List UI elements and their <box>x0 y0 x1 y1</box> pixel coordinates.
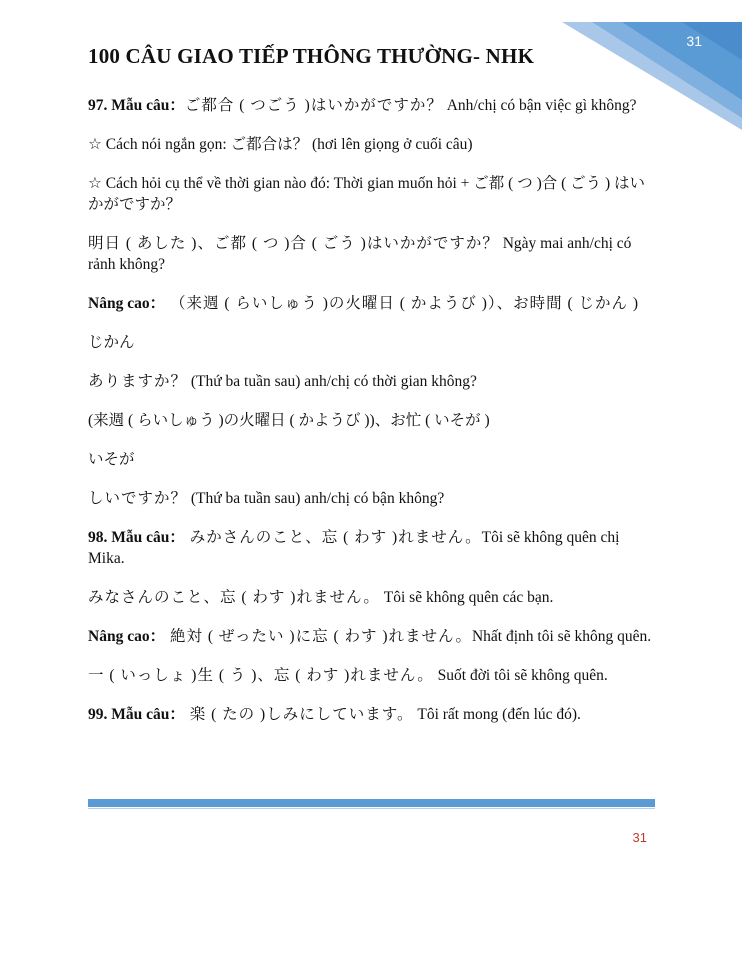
japanese-text: 一 ( いっしょ )生 ( う )、忘 ( わす )れません。 <box>88 667 434 684</box>
advanced-label: Nâng cao： <box>88 295 166 312</box>
example-lifetime <box>88 665 656 686</box>
advanced-97-continued <box>88 371 656 392</box>
vietnamese-text: Tôi rất mong (đến lúc đó). <box>413 706 581 723</box>
example-tomorrow <box>88 233 656 275</box>
document-body <box>88 95 656 743</box>
example-everyone <box>88 587 656 608</box>
vietnamese-text: (Thứ ba tuần sau) anh/chị có thời gian không? <box>187 373 477 390</box>
furigana-line: いそが <box>88 451 135 468</box>
advanced-98 <box>88 626 656 647</box>
specific-time-note: ☆ Cách hỏi cụ thể về thời gian nào đó: Thời gian muốn hỏi + ご都 ( つ )合 ( ごう ) はいかがですか？ <box>88 175 646 213</box>
japanese-text: ありますか？ <box>88 373 188 390</box>
japanese-text: 絶対 ( ぜったい )に忘 ( わす )れません。 <box>165 628 472 645</box>
furigana-line: じかん <box>88 334 135 351</box>
pattern-label: 97. Mẫu câu： <box>88 97 185 114</box>
paragraph-97-pattern <box>88 95 656 116</box>
japanese-text: しいですか？ <box>88 490 188 507</box>
busy-example-continued <box>88 488 656 509</box>
vietnamese-text: Tôi sẽ không quên chị Mika. <box>88 529 620 567</box>
footer-page-number: 31 <box>632 830 647 845</box>
paragraph-98-pattern <box>88 527 656 569</box>
vietnamese-text: Anh/chị có bận việc gì không? <box>442 97 637 114</box>
corner-page-number: 31 <box>686 33 702 49</box>
japanese-text: みかさんのこと、忘 ( わす )れません。 <box>184 529 482 546</box>
advanced-97 <box>88 293 656 314</box>
footer-rule <box>88 808 655 809</box>
short-form-note: ☆ Cách nói ngắn gọn: ご都合は？ (hơi lên giọng ở cuối câu) <box>88 136 473 153</box>
pattern-label: 98. Mẫu câu： <box>88 529 185 546</box>
pattern-label: 99. Mẫu câu： <box>88 706 185 723</box>
vietnamese-text: Nhất định tôi sẽ không quên. <box>471 628 652 645</box>
vietnamese-text: Suốt đời tôi sẽ không quên. <box>433 667 608 684</box>
advanced-label: Nâng cao： <box>88 628 166 645</box>
japanese-text: ご都合 ( つごう )はいかがですか？ <box>184 97 443 114</box>
japanese-text: 楽 ( たの )しみにしています。 <box>184 706 414 723</box>
vietnamese-text: (Thứ ba tuần sau) anh/chị có bận không? <box>187 490 445 507</box>
paragraph-99-pattern <box>88 704 656 725</box>
japanese-text: みなさんのこと、忘 ( わす )れません。 <box>88 589 380 606</box>
page-title: 100 CÂU GIAO TIẾP THÔNG THƯỜNG- NHK <box>88 44 535 68</box>
japanese-text: （来週 ( らいしゅう )の火曜日 ( かようび )）、お時間 ( じかん ) <box>165 295 640 312</box>
vietnamese-text: Tôi sẽ không quên các bạn. <box>379 589 554 606</box>
footer-bar <box>88 799 655 807</box>
vietnamese-text: Ngày mai anh/chị có rảnh không? <box>88 235 632 273</box>
busy-example: (来週 ( らいしゅう )の火曜日 ( かようび ))、お忙 ( いそが ) <box>88 412 490 429</box>
japanese-text: 明日 ( あした )、ご都 ( つ )合 ( ごう )はいかがですか？ <box>88 235 499 252</box>
